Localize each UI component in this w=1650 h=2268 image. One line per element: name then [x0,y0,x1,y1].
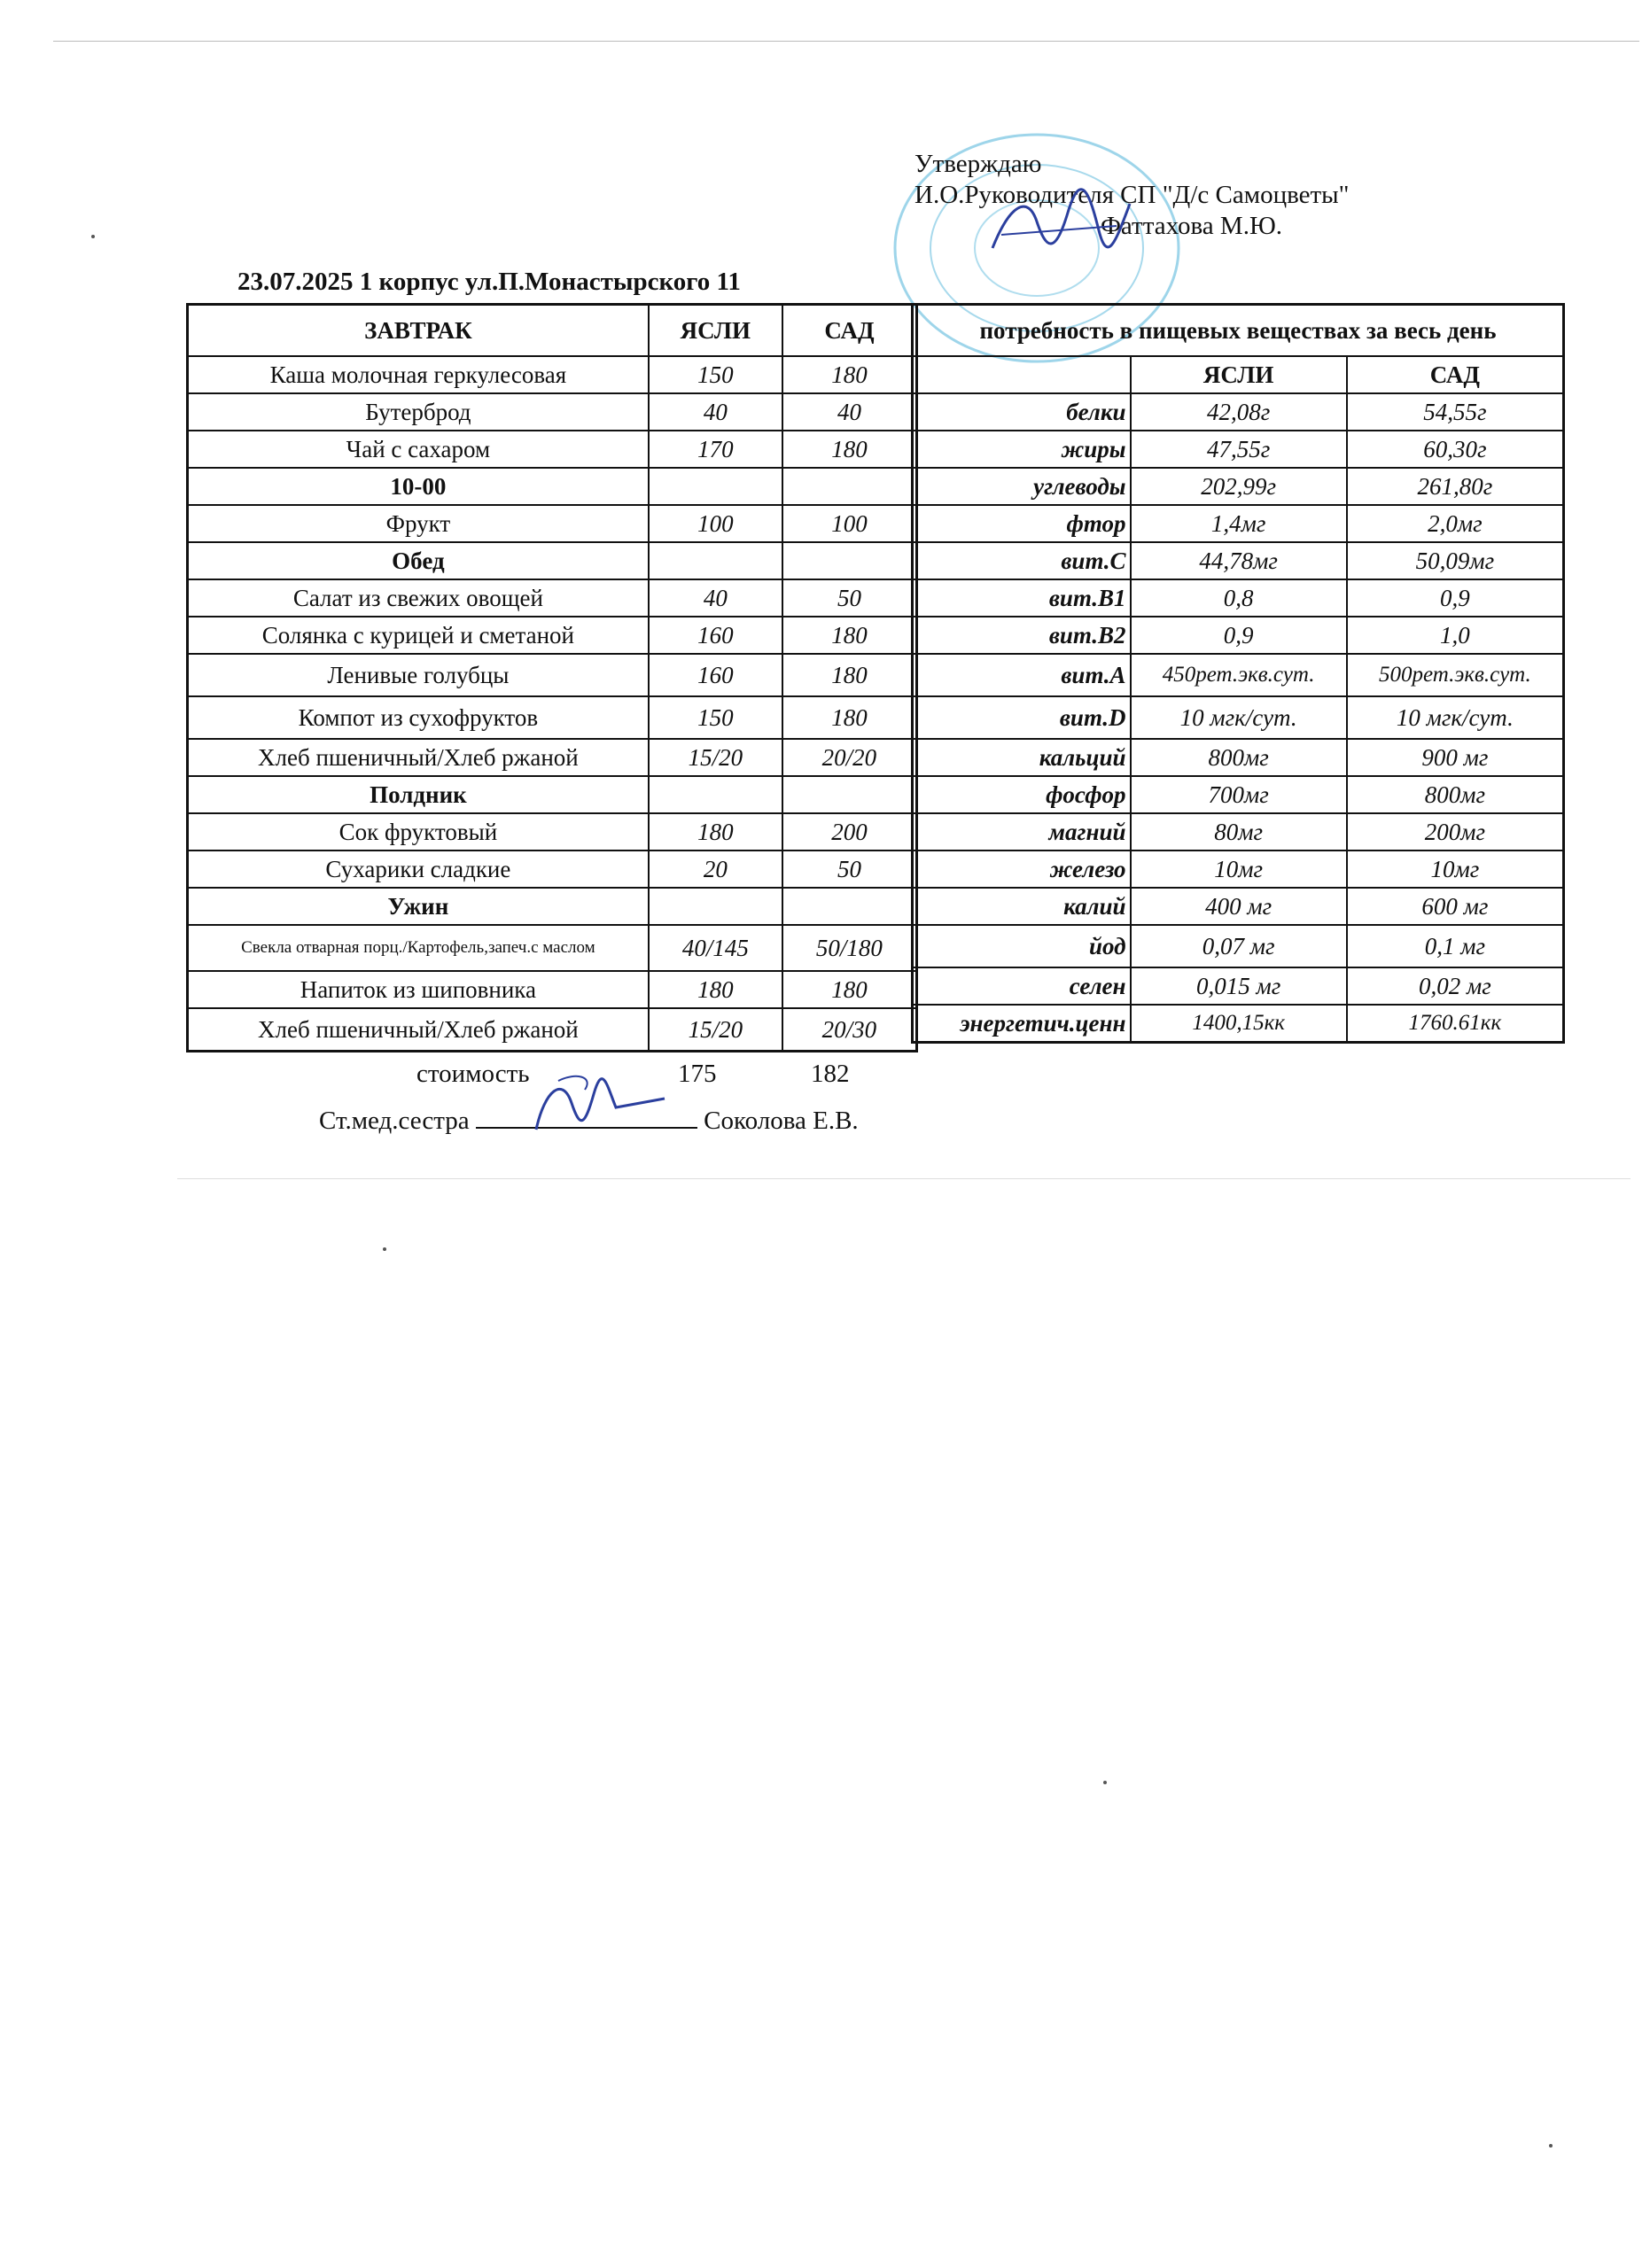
nutrients-header-row [913,356,1564,393]
nutrient-sad: 60,30г [1347,431,1564,468]
menu-item-name: Бутерброд [188,393,649,431]
approval-line-3: Фаттахова М.Ю. [1101,212,1283,240]
menu-item-yasli [649,888,782,925]
nutrient-name: фтор [913,505,1131,542]
nutrient-name: вит.D [913,696,1131,739]
nutrients-header-sad: САД [1347,356,1564,393]
nutrient-row [913,393,1564,431]
nutrient-sad: 10мг [1347,850,1564,888]
menu-item-sad: 180 [782,617,917,654]
menu-row [188,696,917,739]
nutrient-row [913,579,1564,617]
nutrient-sad: 54,55г [1347,393,1564,431]
menu-row [188,468,917,505]
menu-item-yasli: 180 [649,813,782,850]
scan-speck [91,235,95,238]
nutrient-name: углеводы [913,468,1131,505]
menu-item-sad: 20/30 [782,1008,917,1052]
menu-item-sad [782,888,917,925]
nutrient-yasli: 450рет.экв.сут. [1131,654,1347,696]
menu-item-name: Сок фруктовый [188,813,649,850]
menu-item-yasli: 160 [649,617,782,654]
nutrient-row [913,505,1564,542]
menu-row [188,579,917,617]
cost-yasli: 175 [678,1060,717,1088]
nutrient-yasli: 400 мг [1131,888,1347,925]
menu-item-name: 10-00 [188,468,649,505]
menu-item-sad: 180 [782,654,917,696]
menu-header-row [188,305,917,357]
cost-label: стоимость [416,1060,530,1088]
nutrient-yasli: 10 мгк/сут. [1131,696,1347,739]
menu-row [188,356,917,393]
approval-line-1: Утверждаю [915,150,1042,178]
nutrient-sad: 200мг [1347,813,1564,850]
approval-line-2: И.О.Руководителя СП "Д/с Самоцветы" [915,181,1350,209]
menu-row [188,431,917,468]
menu-item-name: Ужин [188,888,649,925]
menu-item-yasli: 150 [649,696,782,739]
menu-item-yasli: 40 [649,393,782,431]
menu-row [188,925,917,971]
menu-item-sad: 180 [782,971,917,1008]
nutrients-table [911,303,1565,1044]
nutrient-row [913,542,1564,579]
menu-item-name: Салат из свежих овощей [188,579,649,617]
nutrient-yasli: 202,99г [1131,468,1347,505]
top-rule [53,41,1639,42]
menu-item-yasli: 160 [649,654,782,696]
nutrient-sad: 10 мгк/сут. [1347,696,1564,739]
menu-item-yasli: 100 [649,505,782,542]
nutrient-name: селен [913,967,1131,1005]
nutrient-sad: 261,80г [1347,468,1564,505]
nutrient-sad: 1,0 [1347,617,1564,654]
menu-item-name: Полдник [188,776,649,813]
menu-item-sad: 200 [782,813,917,850]
cost-sad: 182 [811,1060,850,1088]
nutrient-row [913,431,1564,468]
nurse-label: Ст.мед.сестра [319,1107,470,1135]
menu-item-name: Компот из сухофруктов [188,696,649,739]
nutrient-name: вит.А [913,654,1131,696]
page-title: 23.07.2025 1 корпус ул.П.Монастырского 11 [237,268,741,296]
menu-row [188,617,917,654]
nurse-name: Соколова Е.В. [704,1107,859,1135]
menu-item-sad: 100 [782,505,917,542]
menu-item-sad: 20/20 [782,739,917,776]
nutrient-name: калий [913,888,1131,925]
nutrient-row [913,888,1564,925]
menu-row [188,542,917,579]
menu-item-yasli: 150 [649,356,782,393]
nurse-signature-icon [523,1063,673,1143]
scan-speck [1103,1781,1107,1784]
menu-item-yasli: 20 [649,850,782,888]
scan-speck [383,1247,386,1251]
nutrient-sad: 800мг [1347,776,1564,813]
nutrient-yasli: 0,015 мг [1131,967,1347,1005]
nutrient-yasli: 700мг [1131,776,1347,813]
menu-item-sad: 40 [782,393,917,431]
menu-item-sad [782,542,917,579]
nutrient-name: энергетич.ценн [913,1005,1131,1043]
menu-row [188,654,917,696]
menu-item-name: Свекла отварная порц./Картофель,запеч.с маслом [188,925,649,971]
menu-item-yasli: 15/20 [649,1008,782,1052]
nutrient-sad: 0,9 [1347,579,1564,617]
menu-item-sad: 180 [782,696,917,739]
menu-item-name: Фрукт [188,505,649,542]
nutrient-yasli: 80мг [1131,813,1347,850]
menu-table [186,303,918,1052]
menu-item-name: Ленивые голубцы [188,654,649,696]
nutrient-sad: 500рет.экв.сут. [1347,654,1564,696]
nutrient-row [913,925,1564,967]
menu-item-sad: 180 [782,431,917,468]
menu-item-name: Сухарики сладкие [188,850,649,888]
nutrient-yasli: 0,9 [1131,617,1347,654]
menu-item-sad: 50/180 [782,925,917,971]
nutrient-yasli: 0,07 мг [1131,925,1347,967]
nutrient-sad: 50,09мг [1347,542,1564,579]
nutrient-name: железо [913,850,1131,888]
menu-item-sad: 180 [782,356,917,393]
menu-item-name: Солянка с курицей и сметаной [188,617,649,654]
menu-item-yasli: 40/145 [649,925,782,971]
menu-row [188,739,917,776]
menu-item-sad: 50 [782,850,917,888]
menu-header-sad: САД [782,305,917,357]
menu-item-sad: 50 [782,579,917,617]
menu-row [188,505,917,542]
menu-row [188,393,917,431]
nutrient-yasli: 47,55г [1131,431,1347,468]
menu-row [188,850,917,888]
nutrient-yasli: 10мг [1131,850,1347,888]
nutrient-name: вит.С [913,542,1131,579]
menu-header-yasli: ЯСЛИ [649,305,782,357]
menu-row [188,813,917,850]
nutrient-row [913,468,1564,505]
nutrient-row [913,850,1564,888]
nutrient-sad: 900 мг [1347,739,1564,776]
menu-item-name: Каша молочная геркулесовая [188,356,649,393]
nutrient-yasli: 1,4мг [1131,505,1347,542]
nutrient-name: белки [913,393,1131,431]
menu-row [188,888,917,925]
menu-item-sad [782,776,917,813]
nutrients-title-row [913,305,1564,357]
scan-speck [1549,2144,1553,2148]
nutrient-name: фосфор [913,776,1131,813]
menu-row [188,776,917,813]
director-signature-icon [984,186,1134,266]
menu-item-yasli: 170 [649,431,782,468]
menu-row [188,971,917,1008]
nutrient-yasli: 0,8 [1131,579,1347,617]
menu-item-yasli: 40 [649,579,782,617]
nutrient-name: вит.В2 [913,617,1131,654]
nutrient-row [913,813,1564,850]
nutrient-yasli: 42,08г [1131,393,1347,431]
nutrient-row [913,739,1564,776]
nutrient-name: йод [913,925,1131,967]
nutrient-row [913,654,1564,696]
menu-item-name: Обед [188,542,649,579]
menu-item-yasli [649,776,782,813]
menu-item-sad [782,468,917,505]
nutrient-row [913,696,1564,739]
menu-item-yasli [649,468,782,505]
nutrient-yasli: 44,78мг [1131,542,1347,579]
nutrient-sad: 0,02 мг [1347,967,1564,1005]
menu-item-yasli: 180 [649,971,782,1008]
nutrients-title: потребность в пищевых веществах за весь день [913,305,1564,357]
nutrient-row [913,776,1564,813]
nutrient-name: магний [913,813,1131,850]
menu-item-name: Напиток из шиповника [188,971,649,1008]
nutrients-header-yasli: ЯСЛИ [1131,356,1347,393]
nutrient-row [913,1005,1564,1043]
menu-row [188,1008,917,1052]
nutrient-name: кальций [913,739,1131,776]
menu-item-name: Хлеб пшеничный/Хлеб ржаной [188,739,649,776]
nutrient-sad: 2,0мг [1347,505,1564,542]
nutrient-yasli: 800мг [1131,739,1347,776]
menu-item-yasli [649,542,782,579]
nutrient-row [913,617,1564,654]
nutrient-sad: 0,1 мг [1347,925,1564,967]
menu-item-name: Хлеб пшеничный/Хлеб ржаной [188,1008,649,1052]
menu-header-meal: ЗАВТРАК [188,305,649,357]
nutrient-name: жиры [913,431,1131,468]
nutrient-row [913,967,1564,1005]
nutrients-header-empty [913,356,1131,393]
nutrient-name: вит.В1 [913,579,1131,617]
menu-item-name: Чай с сахаром [188,431,649,468]
nutrient-sad: 600 мг [1347,888,1564,925]
bottom-rule [177,1178,1631,1179]
nutrient-sad: 1760.61кк [1347,1005,1564,1043]
nutrient-yasli: 1400,15кк [1131,1005,1347,1043]
menu-item-yasli: 15/20 [649,739,782,776]
